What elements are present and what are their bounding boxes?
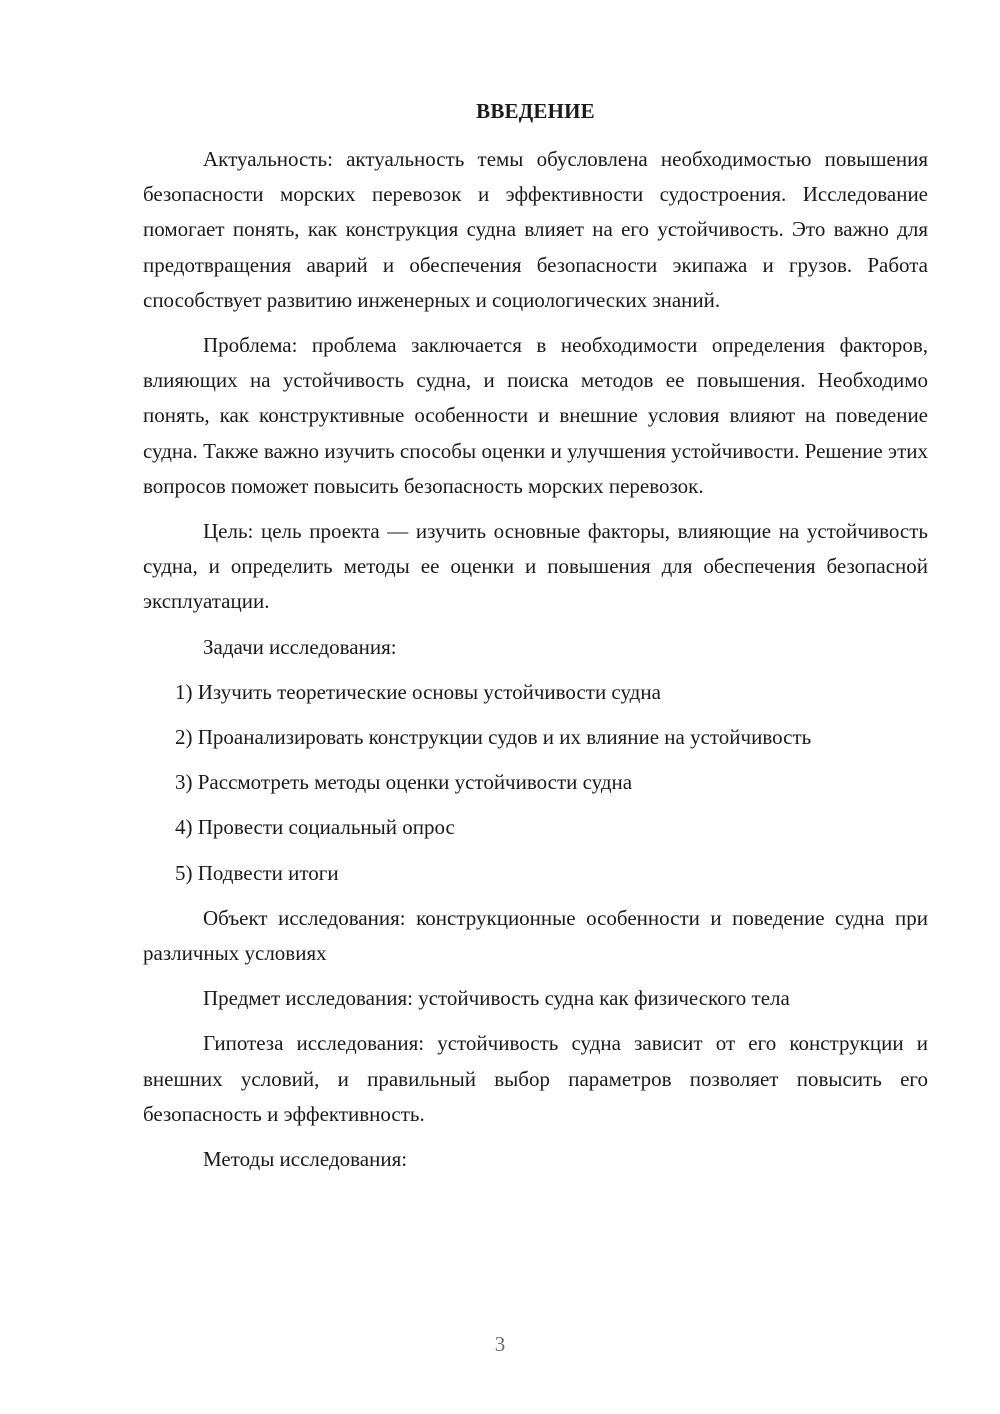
task-item-5: 5) Подвести итоги [175, 860, 339, 885]
paragraph-relevance: Актуальность: актуальность темы обусловлена необходимостью повышения безопасности морских перевозок и эффективности судостроения. Исследование помогает понять, как конструкция судна влияет на его устойчивость. Это важно для предотвращения аварий и обеспечения безопасности экипажа и грузов. Работа способствует развитию инженерных и социологических знаний. [143, 147, 928, 312]
page-number: 3 [494, 1332, 506, 1356]
tasks-heading: Задачи исследования: [203, 634, 397, 659]
paragraph-goal: Цель: цель проекта — изучить основные факторы, влияющие на устойчивость судна, и определить методы ее оценки и повышения для обеспечения безопасной эксплуатации. [143, 519, 928, 614]
section-title: ВВЕДЕНИЕ [476, 99, 595, 123]
paragraph-object: Объект исследования: конструкционные особенности и поведение судна при различных условиях [143, 905, 928, 966]
methods-heading: Методы исследования: [203, 1147, 408, 1172]
document-page [143, 94, 928, 1187]
paragraph-problem: Проблема: проблема заключается в необходимости определения факторов, влияющих на устойчивость судна, и поиска методов ее повышения. Необходимо понять, как конструктивные особенности и внешние условия влияют на поведение судна. Также важно изучить способы оценки и улучшения устойчивости. Решение этих вопросов поможет повысить безопасность морских перевозок. [143, 333, 928, 498]
task-item-2: 2) Проанализировать конструкции судов и их влияние на устойчивость [175, 725, 812, 750]
task-item-3: 3) Рассмотреть методы оценки устойчивости судна [175, 770, 633, 795]
paragraph-hypothesis: Гипотеза исследования: устойчивость судна зависит от его конструкции и внешних условий, и правильный выбор параметров позволяет повысить его безопасность и эффективность. [143, 1031, 928, 1126]
paragraph-subject: Предмет исследования: устойчивость судна как физического тела [203, 986, 790, 1011]
task-item-4: 4) Провести социальный опрос [175, 815, 455, 840]
task-item-1: 1) Изучить теоретические основы устойчивости судна [175, 679, 661, 704]
